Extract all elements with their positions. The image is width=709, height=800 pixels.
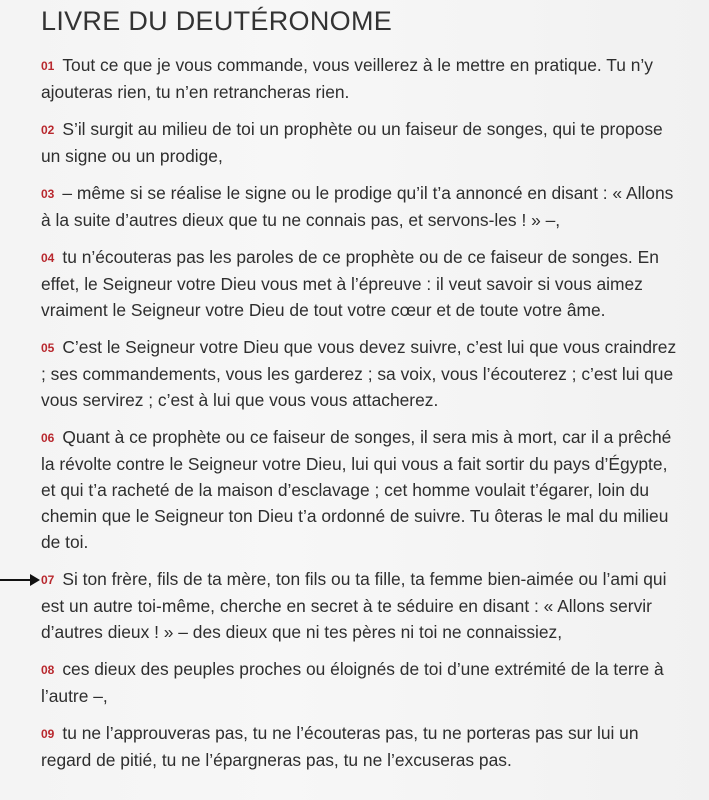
verse-text: – même si se réalise le signe ou le prodige qu’il t’a annoncé en disant : « Allons à la suite d’autres dieux que tu ne connais pas, et servons-les ! » –, <box>41 183 674 230</box>
verse-text: Tout ce que je vous commande, vous veillerez à le mettre en pratique. Tu n’y ajouteras rien, tu n’en retrancheras rien. <box>41 55 653 102</box>
verse-02 <box>41 116 681 169</box>
verse-number: 02 <box>41 123 55 137</box>
page-title: LIVRE DU DEUTÉRONOME <box>41 6 393 36</box>
verse-number: 03 <box>41 187 55 201</box>
arrow-right-icon <box>0 579 38 581</box>
verse-05 <box>41 334 681 413</box>
verse-text: C’est le Seigneur votre Dieu que vous devez suivre, c’est lui que vous craindrez ; ses commandements, vous les garderez ; sa voix, vous l’écouterez ; c’est lui que vous servirez ; c’est à lui que vous vous attacherez. <box>41 337 677 410</box>
verse-number: 08 <box>41 663 55 677</box>
verse-number: 06 <box>41 431 55 445</box>
verse-number: 04 <box>41 251 55 265</box>
verse-04 <box>41 244 681 323</box>
verse-07 <box>41 566 681 645</box>
verse-08 <box>41 656 681 709</box>
verse-06 <box>41 424 681 555</box>
verse-number: 07 <box>41 573 55 587</box>
verse-text: tu n’écouteras pas les paroles de ce prophète ou de ce faiseur de songes. En effet, le Seigneur votre Dieu vous met à l’épreuve : il veut savoir si vous aimez vraiment le Seigneur votre Dieu de tout votre cœur et de toute votre âme. <box>41 247 659 320</box>
verse-text: Quant à ce prophète ou ce faiseur de songes, il sera mis à mort, car il a prêché la révolte contre le Seigneur votre Dieu, lui qui vous a fait sortir du pays d’Égypte, et qui t’a racheté de la maison d’esclavage ; cet homme voulait t’égarer, loin du chemin que le Seigneur ton Dieu t’a ordonné de suivre. Tu ôteras le mal du milieu de toi. <box>41 427 672 552</box>
verse-09 <box>41 720 681 773</box>
verse-03 <box>41 180 681 233</box>
verse-number: 05 <box>41 341 55 355</box>
verse-text: ces dieux des peuples proches ou éloignés de toi d’une extrémité de la terre à l’autre –, <box>41 659 664 706</box>
verse-01 <box>41 52 681 105</box>
verse-number: 09 <box>41 727 55 741</box>
verse-text: S’il surgit au milieu de toi un prophète ou un faiseur de songes, qui te propose un signe ou un prodige, <box>41 119 663 166</box>
verse-text: tu ne l’approuveras pas, tu ne l’écouteras pas, tu ne porteras pas sur lui un regard de pitié, tu ne l’épargneras pas, tu ne l’excuseras pas. <box>41 723 639 770</box>
verse-list <box>41 52 681 784</box>
verse-number: 01 <box>41 59 55 73</box>
verse-text: Si ton frère, fils de ta mère, ton fils ou ta fille, ta femme bien-aimée ou l’ami qui est un autre toi-même, cherche en secret à te séduire en disant : « Allons servir d’autres dieux ! » – des dieux que ni tes pères ni toi ne connaissiez, <box>41 569 667 642</box>
